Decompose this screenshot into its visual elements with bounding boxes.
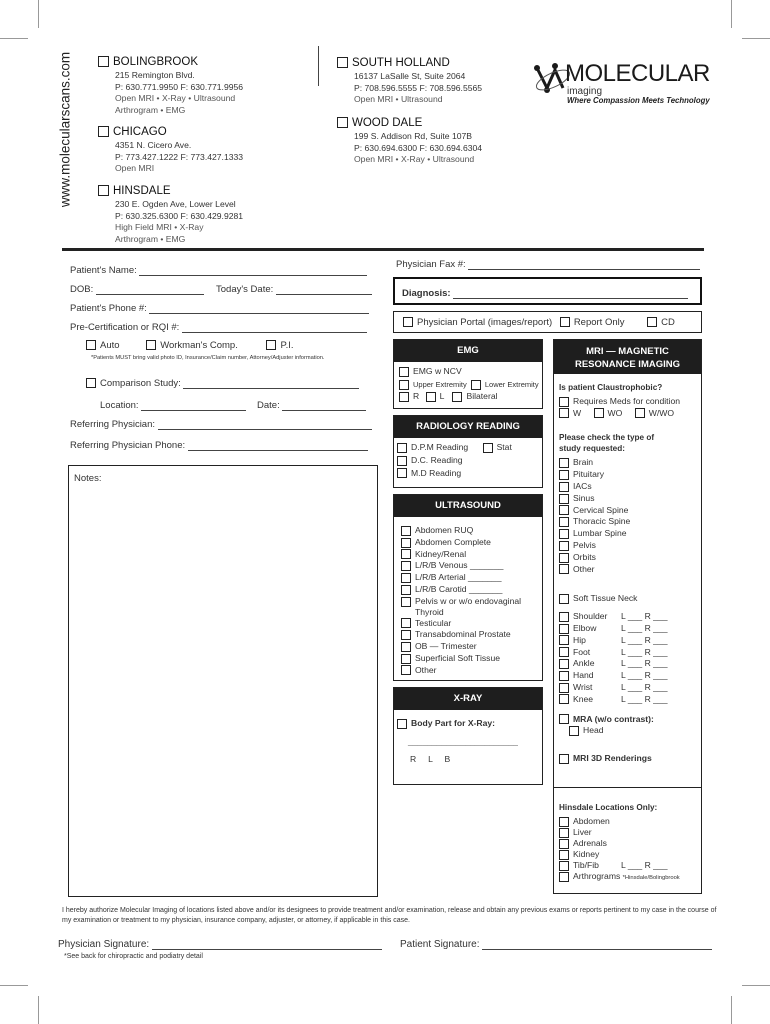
precert-field[interactable]: Pre-Certification or RQI #:: [70, 322, 367, 333]
upper-extremity-checkbox[interactable]: [399, 380, 409, 390]
mri-joint-row[interactable]: [559, 682, 701, 694]
mri-joint-checkbox[interactable]: [559, 612, 569, 622]
mri-pituitary-checkbox[interactable]: [559, 470, 569, 480]
photo-id-note: *Patients MUST bring valid photo ID, Insurance/Claim number, Attorney/Adjuster information.: [91, 355, 325, 361]
mri-joint-checkbox[interactable]: [559, 624, 569, 634]
mri-joint-side: L ___ R ___: [621, 622, 668, 633]
mri-joint-label: Hand: [573, 670, 594, 681]
comparison-study-field[interactable]: Comparison Study:: [86, 378, 359, 389]
mri-joint-side: L ___ R ___: [621, 646, 668, 657]
mri-joint-side: L ___ R ___: [621, 670, 668, 681]
hinsdale-liver-checkbox[interactable]: [559, 828, 569, 838]
mri-joint-row[interactable]: [559, 623, 701, 635]
mri-joint-checkbox[interactable]: [559, 671, 569, 681]
physician-signature-field[interactable]: Physician Signature:: [58, 939, 382, 950]
ultrasound-panel: ULTRASOUND Abdomen RUQ Abdomen Complete Kidney/Renal L/R/B Venous _______ L/R/B Arterial _______ L/R/B Carotid _______ Pelvis w or w/o endovaginal Thyroid Testicular Transabdominal Prostate OB — Trimester Superficial Soft Tissue Other: [393, 494, 543, 681]
mri-joint-checkbox[interactable]: [559, 694, 569, 704]
mri-joint-label: Foot: [573, 646, 591, 657]
mri-joint-label: Wrist: [573, 681, 593, 692]
bolingbrook-checkbox[interactable]: [98, 56, 109, 67]
dc-checkbox[interactable]: [397, 456, 407, 466]
location-bolingbrook: BOLINGBROOK 215 Remington Blvd. P: 630.771.9950 F: 630.771.9956 Open MRI • X-Ray • Ultrasound Arthrogram • EMG: [98, 56, 243, 116]
mri-orbits-checkbox[interactable]: [559, 553, 569, 563]
emg-header: EMG: [394, 340, 542, 362]
mri-wo-checkbox[interactable]: [594, 408, 604, 418]
chicago-checkbox[interactable]: [98, 126, 109, 137]
mri-joint-row[interactable]: [559, 611, 701, 623]
todays-date-field[interactable]: Today's Date:: [216, 284, 372, 295]
md-checkbox[interactable]: [397, 468, 407, 478]
mri-joint-side: L ___ R ___: [621, 611, 668, 622]
see-back-note: *See back for chiropractic and podiatry detail: [64, 953, 203, 960]
mri-joint-label: Knee: [573, 693, 594, 704]
south-holland-checkbox[interactable]: [337, 57, 348, 68]
referring-physician-field[interactable]: Referring Physician:: [70, 419, 372, 430]
us-prostate-checkbox[interactable]: [401, 630, 411, 640]
report-options: Physician Portal (images/report) Report Only CD: [393, 311, 702, 333]
report-only-checkbox[interactable]: [560, 317, 570, 327]
mra-checkbox[interactable]: [559, 714, 569, 724]
dob-field[interactable]: DOB:: [70, 284, 204, 295]
patient-name-field[interactable]: Patient's Name:: [70, 265, 367, 276]
hinsdale-tibfib-checkbox[interactable]: [559, 861, 569, 871]
mri-w-checkbox[interactable]: [559, 408, 569, 418]
wood-dale-checkbox[interactable]: [337, 117, 348, 128]
mri-sinus-checkbox[interactable]: [559, 494, 569, 504]
us-other-checkbox[interactable]: [401, 665, 411, 675]
referring-phone-field[interactable]: Referring Physician Phone:: [70, 440, 368, 451]
mri-joint-row[interactable]: [559, 635, 701, 647]
header-divider: [318, 46, 319, 86]
mri-joint-side: L ___ R ___: [621, 634, 668, 645]
mri-wwo-checkbox[interactable]: [635, 408, 645, 418]
mri-panel: MRI — MAGNETIC RESONANCE IMAGING Is patient Claustrophobic? Requires Meds for condition W WO W/WO Please check the type of study requested: Brain Pituitary IACs Sinus Cervical Spine Thoracic Spine Lumbar Spine Pelvis Orbits Other Soft Tissue Neck Shoulder L ___ R ___ Elbow L ___ R ___ Hip L ___ R ___ Foot L ___ R ___ Ankle L ___ R ___ Hand L ___ R ___ Wrist L ___ R ___ Knee L ___ R ___ MRA (w/o contrast): Head MRI 3D Renderings Hinsdale Locations Only: Abdomen Liver Adrenals Kidney Tib/Fib L ___ R ___ Arthrograms *Hinsdale/Bolingbrook: [553, 339, 702, 894]
insurance-type-row: Auto Workman's Comp. P.I.: [86, 340, 294, 351]
emg-bilateral-checkbox[interactable]: [452, 392, 462, 402]
hinsdale-abdomen-checkbox[interactable]: [559, 817, 569, 827]
mri-thoracic-checkbox[interactable]: [559, 517, 569, 527]
location-chicago: CHICAGO 4351 N. Cicero Ave. P: 773.427.1222 F: 773.427.1333 Open MRI: [98, 126, 243, 175]
mra-head-checkbox[interactable]: [569, 726, 579, 736]
stat-checkbox[interactable]: [483, 443, 493, 453]
molecular-logo: MOLECULAR imaging Where Compassion Meets Technology: [533, 58, 713, 108]
mri-3d-checkbox[interactable]: [559, 754, 569, 764]
mri-joint-side: L ___ R ___: [621, 693, 668, 704]
mri-brain-checkbox[interactable]: [559, 458, 569, 468]
us-soft-tissue-checkbox[interactable]: [401, 654, 411, 664]
pi-checkbox[interactable]: [266, 340, 276, 350]
hinsdale-kidney-checkbox[interactable]: [559, 850, 569, 860]
mri-joint-row[interactable]: [559, 670, 701, 682]
location-hinsdale: HINSDALE 230 E. Ogden Ave, Lower Level P: 630.325.6300 F: 630.429.9281 High Field MRI • X-Ray Arthrogram • EMG: [98, 185, 243, 245]
mri-lumbar-checkbox[interactable]: [559, 529, 569, 539]
us-abdomen-complete-checkbox[interactable]: [401, 538, 411, 548]
notes-label: Notes:: [74, 473, 102, 484]
location-field[interactable]: Location:: [100, 400, 246, 411]
mri-pelvis-checkbox[interactable]: [559, 541, 569, 551]
authorization-text: I hereby authorize Molecular Imaging of locations listed above and/or its designees to provide treatment and/or examination, release and obtain any previous exams or reports pertinent to my case in the course of my examination or treatment to my physician, insurance company, adjuster, or attorney, if applicable in this case.: [62, 907, 717, 924]
mri-joint-row[interactable]: [559, 647, 701, 659]
mri-cervical-checkbox[interactable]: [559, 505, 569, 515]
xray-panel: X-RAY Body Part for X-Ray: _______________________ R L B: [393, 687, 543, 785]
hinsdale-arthrograms-checkbox[interactable]: [559, 872, 569, 882]
mri-joint-label: Elbow: [573, 622, 597, 633]
mri-joint-label: Shoulder: [573, 611, 608, 622]
diagnosis-box[interactable]: Diagnosis:: [393, 277, 702, 305]
location-south-holland: SOUTH HOLLAND 16137 LaSalle St, Suite 2064 P: 708.596.5555 F: 708.596.5565 Open MRI • Ultrasound: [337, 57, 482, 106]
us-venous-checkbox[interactable]: [401, 561, 411, 571]
us-carotid-checkbox[interactable]: [401, 585, 411, 595]
us-pelvis-checkbox[interactable]: [401, 597, 411, 607]
physician-fax-field[interactable]: Physician Fax #:: [396, 259, 700, 270]
hinsdale-checkbox[interactable]: [98, 185, 109, 196]
us-testicular-checkbox[interactable]: [401, 618, 411, 628]
portal-checkbox[interactable]: [403, 317, 413, 327]
mri-joint-label: Ankle: [573, 658, 595, 669]
emg-l-checkbox[interactable]: [426, 392, 436, 402]
mri-joint-row[interactable]: [559, 658, 701, 670]
emg-panel: EMG EMG w NCV Upper Extremity Lower Extremity R L Bilateral: [393, 339, 543, 409]
lower-extremity-checkbox[interactable]: [471, 380, 481, 390]
header-separator: [62, 248, 704, 251]
mri-other-checkbox[interactable]: [559, 564, 569, 574]
us-abdomen-ruq-checkbox[interactable]: [401, 526, 411, 536]
mri-joint-checkbox[interactable]: [559, 659, 569, 669]
xray-checkbox[interactable]: [397, 719, 407, 729]
location-wood-dale: WOOD DALE 199 S. Addison Rd, Suite 107B P: 630.694.6300 F: 630.694.6304 Open MRI • X-Ray • Ultrasound: [337, 117, 482, 166]
emg-ncv-checkbox[interactable]: [399, 367, 409, 377]
dpm-checkbox[interactable]: [397, 443, 407, 453]
us-arterial-checkbox[interactable]: [401, 573, 411, 583]
ultrasound-header: ULTRASOUND: [394, 495, 542, 517]
notes-box[interactable]: [68, 465, 378, 897]
auto-checkbox[interactable]: [86, 340, 96, 350]
workmans-comp-checkbox[interactable]: [146, 340, 156, 350]
soft-tissue-neck-checkbox[interactable]: [559, 594, 569, 604]
mri-joint-side: L ___ R ___: [621, 658, 668, 669]
patient-signature-field[interactable]: Patient Signature:: [400, 939, 712, 950]
requires-meds-checkbox[interactable]: [559, 397, 569, 407]
cd-checkbox[interactable]: [647, 317, 657, 327]
mri-iacs-checkbox[interactable]: [559, 482, 569, 492]
mri-joint-checkbox[interactable]: [559, 683, 569, 693]
date-field[interactable]: Date:: [257, 400, 366, 411]
mri-joint-checkbox[interactable]: [559, 647, 569, 657]
patient-phone-field[interactable]: Patient's Phone #:: [70, 303, 369, 314]
mri-header: MRI — MAGNETIC RESONANCE IMAGING: [554, 340, 701, 374]
mri-joint-row[interactable]: [559, 694, 701, 706]
xray-header: X-RAY: [394, 688, 542, 710]
us-ob-checkbox[interactable]: [401, 642, 411, 652]
mri-joint-side: L ___ R ___: [621, 681, 668, 692]
us-kidney-checkbox[interactable]: [401, 549, 411, 559]
mri-joint-checkbox[interactable]: [559, 635, 569, 645]
website-url: www.molecularscans.com: [57, 51, 73, 208]
hinsdale-adrenals-checkbox[interactable]: [559, 839, 569, 849]
emg-r-checkbox[interactable]: [399, 392, 409, 402]
mri-joint-label: Hip: [573, 634, 586, 645]
xray-body-part-input[interactable]: _______________________: [408, 735, 518, 746]
radiology-panel: RADIOLOGY READING D.P.M Reading Stat D.C. Reading M.D Reading: [393, 415, 543, 488]
radiology-header: RADIOLOGY READING: [394, 416, 542, 438]
